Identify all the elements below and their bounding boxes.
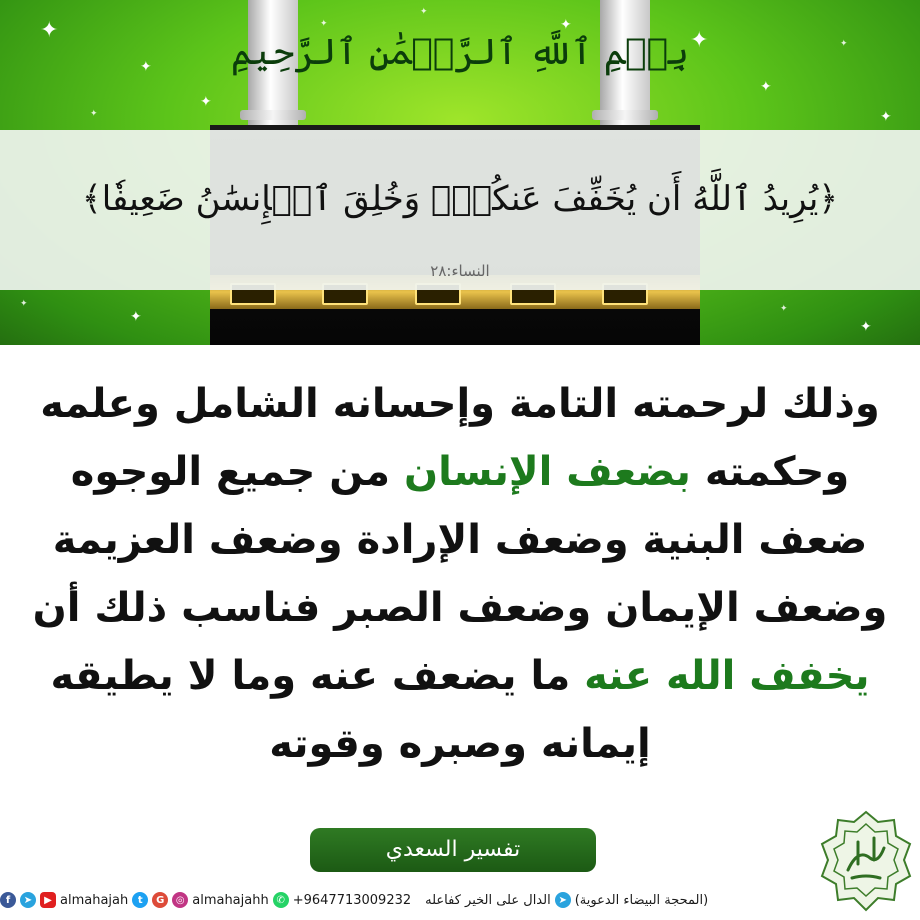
footer-bar	[0, 885, 830, 915]
star-icon: ✦	[860, 319, 872, 335]
highlight-lighten: يخفف الله عنه	[584, 653, 870, 699]
basmala-text: بِسۡمِ ٱللَّهِ ٱلرَّحۡمَٰنِ ٱلرَّحِيمِ	[230, 32, 690, 73]
star-icon: ✦	[780, 304, 788, 314]
star-icon: ✦	[760, 79, 772, 95]
telegram-icon[interactable]: ➤	[20, 892, 36, 908]
star-icon: ✦	[690, 28, 709, 53]
star-icon: ✦	[20, 299, 28, 309]
star-icon: ✦	[200, 94, 212, 110]
star-icon: ✦	[90, 109, 98, 119]
star-icon: ✦	[420, 7, 428, 17]
star-icon: ✦	[840, 39, 848, 49]
star-icon: ✦	[560, 17, 572, 33]
text-line-2-a: وحكمته	[704, 449, 850, 495]
star-icon: ✦	[880, 109, 892, 125]
youtube-icon[interactable]: ▶	[40, 892, 56, 908]
googleplus-icon[interactable]: G	[152, 892, 168, 908]
almahajah-logo	[818, 808, 914, 914]
quran-verse: ﴿يُرِيدُ ٱللَّهُ أَن يُخَفِّفَ عَنكُمۡۚ وَخُلِقَ ٱلۡإِنسَٰنُ ضَعِيفٗا﴾	[81, 179, 839, 219]
tafsir-text	[20, 370, 900, 778]
organization-name: (المحجة البيضاء الدعوية)	[574, 892, 709, 908]
footer-slogan: الدال على الخير كفاعله	[425, 892, 551, 908]
text-line-2	[20, 438, 900, 506]
telegram-channel-icon[interactable]: ➤	[555, 892, 571, 908]
twitter-icon[interactable]: t	[132, 892, 148, 908]
instagram-icon[interactable]: ◎	[172, 892, 188, 908]
text-line-5	[20, 642, 900, 710]
whatsapp-icon[interactable]: ✆	[273, 892, 289, 908]
text-line-3: ضعف البنية وضعف الإرادة وضعف العزيمة	[52, 517, 868, 563]
highlight-weakness: بضعف الإنسان	[403, 449, 691, 495]
text-line-2-b: من جميع الوجوه	[70, 449, 391, 495]
text-line-4: وضعف الإيمان وضعف الصبر فناسب ذلك أن	[32, 585, 888, 631]
text-line-6: إيمانه وصبره وقوته	[269, 721, 651, 767]
star-icon: ✦	[320, 19, 328, 29]
text-line-1: وذلك لرحمته التامة وإحسانه الشامل وعلمه	[40, 381, 880, 427]
facebook-icon[interactable]: f	[0, 892, 16, 908]
verse-reference: النساء:٢٨	[430, 262, 490, 280]
star-icon: ✦	[130, 309, 142, 325]
handle-almahajah[interactable]: almahajah	[60, 892, 129, 908]
handle-almahajahh[interactable]: almahajahh	[192, 892, 269, 908]
source-badge: تفسير السعدي	[310, 828, 596, 872]
text-line-5-b: ما يضعف عنه وما لا يطيقه	[50, 653, 571, 699]
star-icon: ✦	[140, 59, 152, 75]
phone-number[interactable]: +9647713009232	[292, 892, 412, 908]
star-icon: ✦	[40, 18, 59, 43]
